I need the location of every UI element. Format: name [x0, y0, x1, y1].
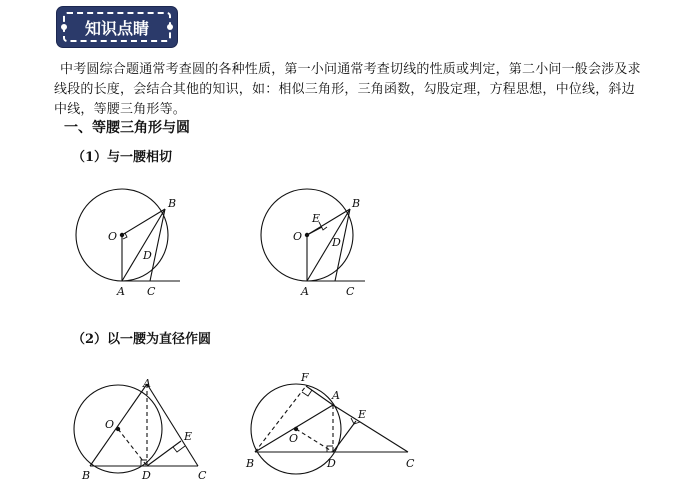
fig2-label-d: D [332, 236, 341, 249]
section-heading: 一、等腰三角形与圆 [64, 120, 190, 136]
figure-3-leg-diameter [75, 372, 215, 490]
badge-dot-left [61, 24, 67, 30]
figure-2-tangent [250, 185, 380, 305]
fig3-right-angle-mark-e [173, 446, 185, 452]
fig4-label-e: E [358, 408, 367, 421]
fig4-segment-de [333, 421, 356, 452]
fig4-segment-bf [255, 386, 306, 452]
badge-dot-right [167, 24, 173, 30]
fig4-label-a: A [332, 389, 340, 402]
fig3-label-o: O [105, 418, 115, 431]
fig2-segment-oe [307, 227, 322, 235]
fig1-chord-ab [122, 209, 165, 281]
fig3-label-d: D [142, 469, 151, 482]
intro-line-3: 中线，等腰三角形等。 [54, 102, 187, 117]
subsection-1-heading: （1）与一腰相切 [72, 150, 173, 165]
fig2-label-e: E [312, 212, 321, 225]
fig1-label-d: D [143, 249, 152, 262]
intro-paragraph [54, 60, 658, 120]
fig4-label-c: C [406, 457, 415, 470]
fig1-label-o: O [108, 230, 118, 243]
fig2-label-o: O [293, 230, 303, 243]
fig1-label-c: C [147, 285, 156, 298]
figure-4-leg-diameter [240, 368, 420, 490]
fig4-right-angle-mark-f [302, 390, 312, 396]
fig2-label-a: A [301, 285, 309, 298]
fig2-label-c: C [346, 285, 355, 298]
fig3-side-ab [90, 384, 147, 466]
fig3-label-a: A [143, 377, 151, 390]
fig3-center-dot [116, 427, 120, 431]
fig3-segment-de [147, 441, 181, 466]
fig3-label-c: C [198, 469, 207, 482]
intro-line-1: 中考圆综合题通常考查圆的各种性质，第一小问通常考查切线的性质或判定，第二小问一般会涉及求 [60, 62, 641, 77]
fig4-label-d: D [327, 457, 336, 470]
fig3-label-b: B [82, 469, 91, 482]
fig4-center-dot [294, 427, 298, 431]
fig1-label-b: B [168, 197, 177, 210]
fig1-label-a: A [117, 285, 125, 298]
fig1-segment-bc [150, 209, 165, 281]
fig4-label-o: O [289, 432, 299, 445]
fig2-center-dot [305, 233, 309, 237]
fig4-label-b: B [246, 457, 255, 470]
fig3-label-e: E [184, 430, 193, 443]
intro-line-2: 线段的长度，会结合其他的知识，如：相似三角形，三角函数，勾股定理，方程思想，中位线，斜边 [54, 82, 635, 97]
badge-title: 知识点睛 [84, 18, 149, 38]
fig1-radius-ob [122, 209, 165, 235]
fig1-center-dot [120, 233, 124, 237]
section-badge [57, 7, 177, 47]
fig4-side-ac [333, 405, 408, 452]
fig4-label-f: F [301, 371, 309, 384]
fig4-segment-fa [306, 386, 333, 405]
badge-frame [63, 12, 171, 42]
fig2-label-b: B [352, 197, 361, 210]
subsection-2-heading: （2）以一腰为直径作圆 [72, 332, 212, 347]
figure-1-tangent [70, 185, 200, 305]
